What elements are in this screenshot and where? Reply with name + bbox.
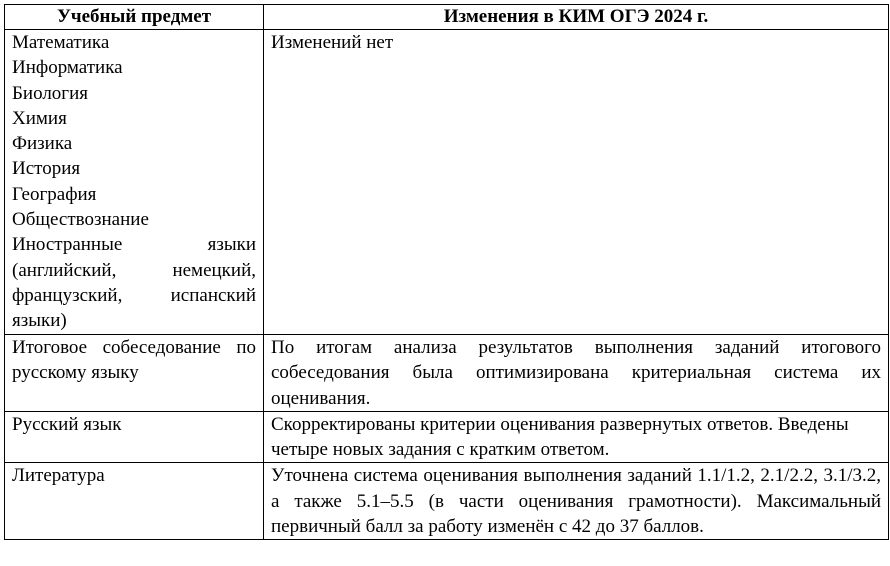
header-subject: Учебный предмет	[5, 5, 264, 30]
table-row	[5, 335, 889, 412]
subject-math: Математика	[12, 32, 110, 53]
table-row	[5, 30, 889, 335]
subject-physics: Физика	[12, 133, 73, 155]
header-changes: Изменения в КИМ ОГЭ 2024 г.	[264, 5, 889, 30]
changes-text: Скорректированы критерии оценивания развернутых ответов. Введены четыре новых задания с кратким ответом.	[271, 413, 849, 461]
subject-literature: Литература	[12, 465, 105, 487]
subject-final-interview: Итоговое собеседование по русскому языку	[12, 337, 256, 384]
table-header-row	[5, 5, 889, 30]
subject-cell	[5, 335, 264, 412]
changes-cell	[264, 411, 889, 463]
table-row	[5, 463, 889, 540]
subject-informatics: Информатика	[12, 57, 123, 79]
changes-text: Изменений нет	[271, 32, 394, 53]
changes-cell	[264, 30, 889, 335]
subject-cell	[5, 463, 264, 540]
subject-social-studies: Обществознание	[12, 209, 149, 231]
subject-chemistry: Химия	[12, 107, 67, 129]
changes-cell	[264, 335, 889, 412]
subject-russian: Русский язык	[12, 413, 122, 435]
subject-foreign-languages: Иностранные языки (английский, немецкий, французский, испанский языки)	[12, 234, 256, 332]
subject-biology: Биология	[12, 82, 89, 104]
subject-history: История	[12, 158, 81, 180]
oge-kim-changes-table	[4, 4, 889, 540]
table-row	[5, 411, 889, 463]
subject-cell	[5, 30, 264, 335]
changes-text: По итогам анализа результатов выполнения заданий итогового собеседования была оптимизирована критериальная система их оценивания.	[271, 337, 881, 409]
changes-cell	[264, 463, 889, 540]
changes-text: Уточнена система оценивания выполнения заданий 1.1/1.2, 2.1/2.2, 3.1/3.2, а также 5.1–5.5 (в части оценивания грамотности). Максимальный первичный балл за работу изменён с 42 до 37 баллов.	[271, 465, 881, 538]
subject-cell	[5, 411, 264, 463]
subject-geography: География	[12, 183, 97, 205]
